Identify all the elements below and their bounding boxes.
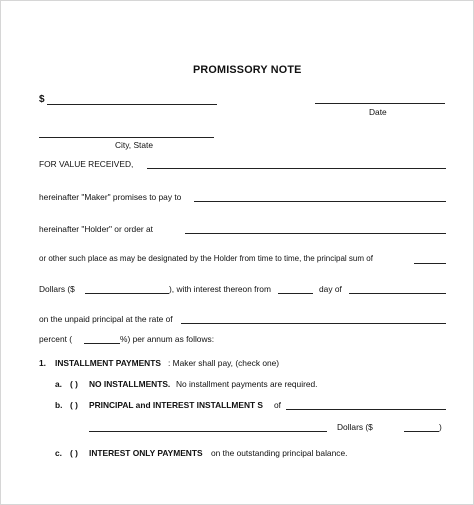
- option-c-letter: c.: [55, 448, 62, 458]
- dollars-text: Dollars ($: [39, 284, 75, 294]
- amount-field[interactable]: [47, 104, 217, 105]
- option-b-of-text: of: [274, 400, 281, 410]
- installment-dollars-field[interactable]: [404, 431, 439, 432]
- option-b-title: PRINCIPAL and INTEREST INSTALLMENT S: [89, 400, 264, 410]
- option-a-text: No installment payments are required.: [176, 379, 318, 389]
- installment-amount-words-field[interactable]: [286, 409, 446, 410]
- for-value-received-text: FOR VALUE RECEIVED,: [39, 159, 134, 169]
- interest-from-text: ), with interest thereon from: [169, 284, 271, 294]
- section-1-title: INSTALLMENT PAYMENTS: [55, 358, 161, 368]
- designated-place-text: or other such place as may be designated by the Holder from time to time, the principal sum of: [39, 254, 373, 263]
- holder-name-field[interactable]: [194, 201, 446, 202]
- percent-open-text: percent (: [39, 334, 73, 344]
- interest-start-month-field[interactable]: [349, 293, 446, 294]
- holder-order-text: hereinafter "Holder" or order at: [39, 224, 153, 234]
- city-state-label: City, State: [115, 140, 154, 150]
- section-1-text: : Maker shall pay, (check one): [168, 358, 280, 368]
- maker-name-field[interactable]: [147, 168, 446, 169]
- page-title: PROMISSORY NOTE: [193, 64, 302, 76]
- option-c-checkbox[interactable]: ( ): [70, 448, 78, 458]
- day-of-text: day of: [319, 284, 342, 294]
- installment-amount-line-field[interactable]: [89, 431, 327, 432]
- option-c-title: INTEREST ONLY PAYMENTS: [89, 448, 203, 458]
- option-b-letter: b.: [55, 400, 63, 410]
- percent-close-text: %) per annum as follows:: [120, 334, 215, 344]
- option-b-checkbox[interactable]: ( ): [70, 400, 78, 410]
- option-b-close-paren: ): [439, 422, 442, 432]
- dollars-amount-field[interactable]: [85, 293, 169, 294]
- interest-rate-words-field[interactable]: [181, 323, 446, 324]
- maker-promises-text: hereinafter "Maker" promises to pay to: [39, 192, 182, 202]
- section-1-number: 1.: [39, 358, 46, 368]
- date-field[interactable]: [315, 103, 445, 104]
- option-a-title: NO INSTALLMENTS.: [89, 379, 171, 389]
- option-b-dollars-text: Dollars ($: [337, 422, 373, 432]
- payment-address-field[interactable]: [185, 233, 446, 234]
- interest-rate-field[interactable]: [84, 343, 120, 344]
- interest-start-day-field[interactable]: [278, 293, 313, 294]
- unpaid-principal-text: on the unpaid principal at the rate of: [39, 314, 173, 324]
- option-a-letter: a.: [55, 379, 62, 389]
- option-a-checkbox[interactable]: ( ): [70, 379, 78, 389]
- date-label: Date: [369, 107, 387, 117]
- city-state-field[interactable]: [39, 137, 214, 138]
- option-c-text: on the outstanding principal balance.: [211, 448, 348, 458]
- principal-sum-field[interactable]: [414, 263, 446, 264]
- dollar-sign: $: [39, 94, 45, 105]
